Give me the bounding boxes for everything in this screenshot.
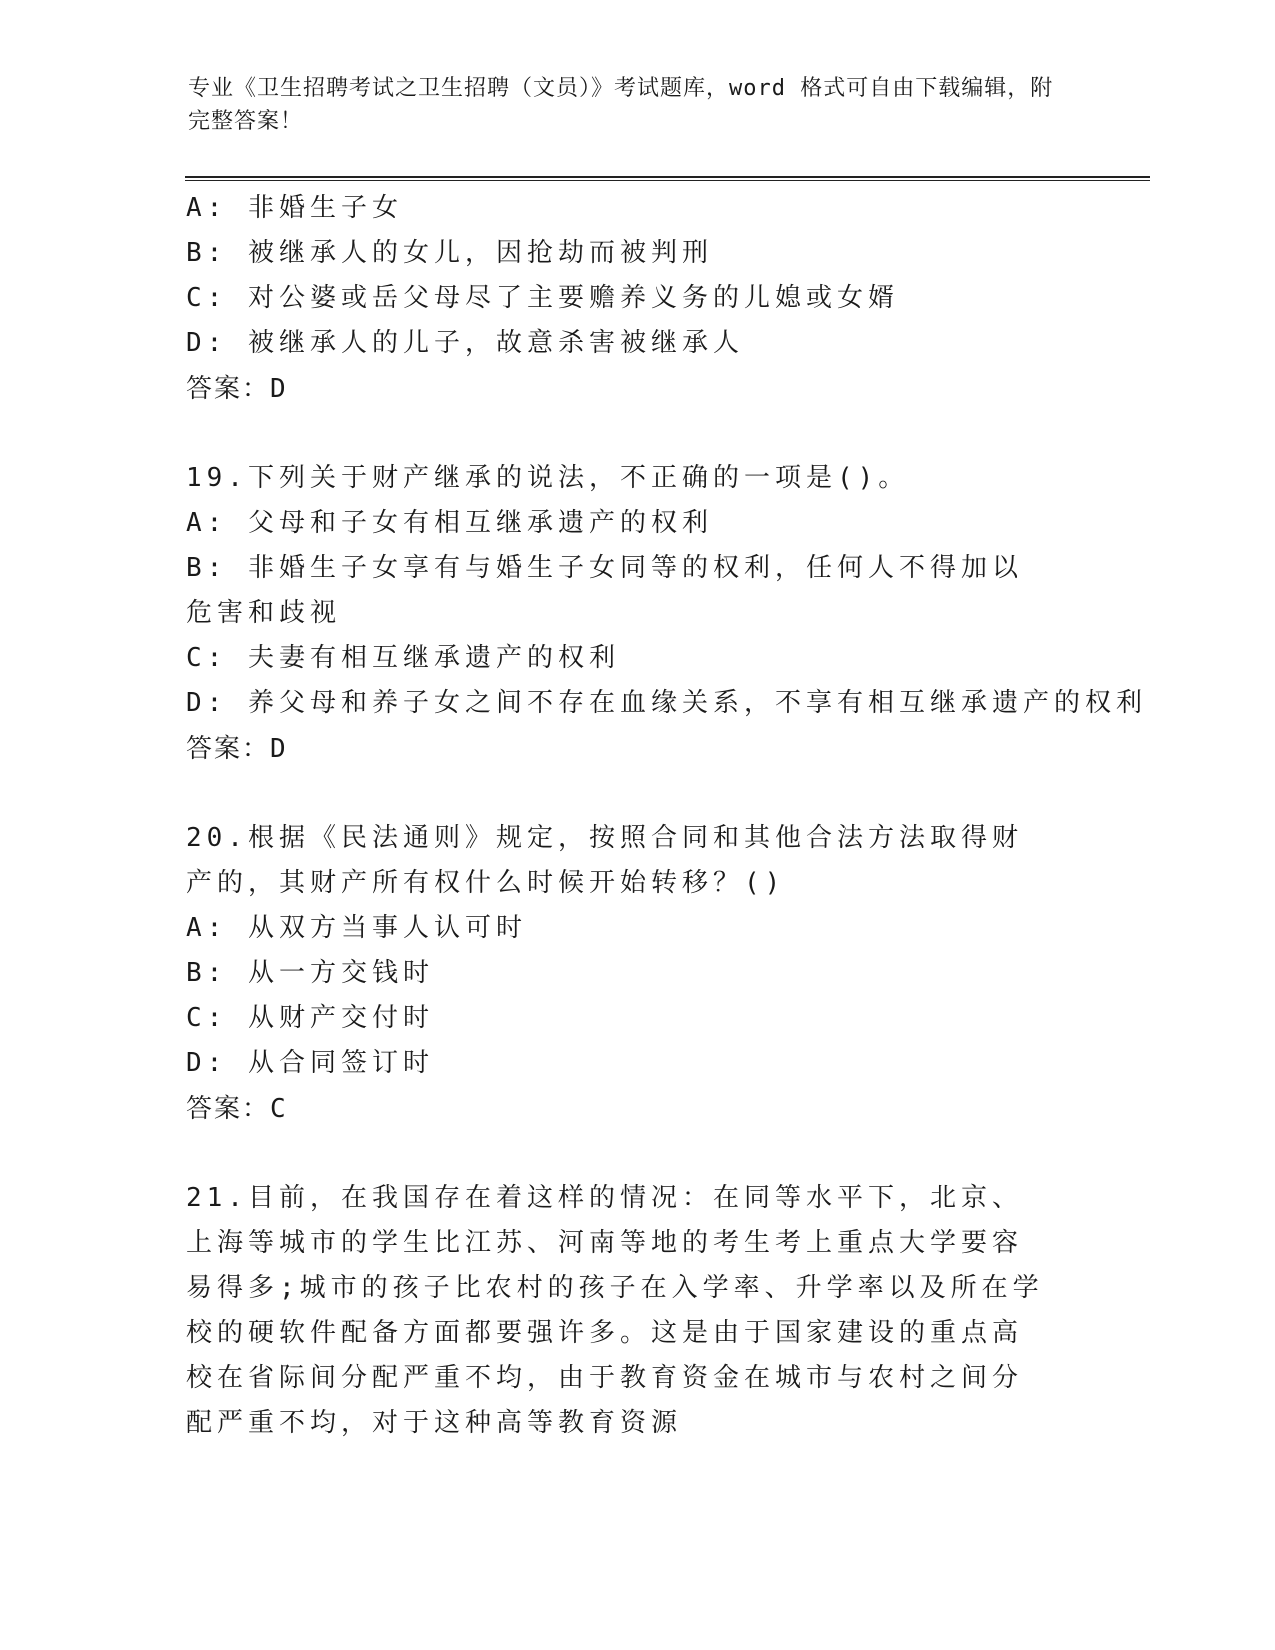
option-d: D: 被继承人的儿子，故意杀害被继承人 xyxy=(186,328,744,358)
option-a: A: 非婚生子女 xyxy=(186,193,403,223)
option-c: C: 从财产交付时 xyxy=(186,1003,434,1033)
header-divider xyxy=(185,176,1150,181)
question-21 xyxy=(186,1176,1086,1446)
option-d: D: 从合同签订时 xyxy=(186,1048,434,1078)
option-b: B: 从一方交钱时 xyxy=(186,958,434,988)
option-d: D: 养父母和养子女之间不存在血缘关系，不享有相互继承遗产的权利 xyxy=(186,688,1147,718)
question-20 xyxy=(186,816,1086,1132)
option-b: B: 被继承人的女儿，因抢劫而被判刑 xyxy=(186,238,713,268)
spacer xyxy=(186,1132,1086,1176)
question-list xyxy=(186,186,1147,1446)
option-b: B: 非婚生子女享有与婚生子女同等的权利，任何人不得加以危害和歧视 xyxy=(186,553,1023,628)
header-text: 专业《卫生招聘考试之卫生招聘（文员）》考试题库，word 格式可自由下载编辑，附完整答案！ xyxy=(188,76,1054,134)
answer: 答案：D xyxy=(186,734,288,764)
spacer xyxy=(186,412,1086,456)
option-c: C: 对公婆或岳父母尽了主要赡养义务的儿媳或女婿 xyxy=(186,283,899,313)
question-19 xyxy=(186,456,1147,772)
question-18 xyxy=(186,186,1086,412)
option-a: A: 从双方当事人认可时 xyxy=(186,913,527,943)
question-text: 19.下列关于财产继承的说法，不正确的一项是()。 xyxy=(186,463,910,493)
answer: 答案：C xyxy=(186,1094,288,1124)
option-c: C: 夫妻有相互继承遗产的权利 xyxy=(186,643,620,673)
answer: 答案：D xyxy=(186,374,288,404)
question-text: 20.根据《民法通则》规定，按照合同和其他合法方法取得财产的，其财产所有权什么时候开始转移？() xyxy=(186,823,1023,898)
option-a: A: 父母和子女有相互继承遗产的权利 xyxy=(186,508,713,538)
document-header xyxy=(188,72,1068,138)
question-text: 21.目前，在我国存在着这样的情况：在同等水平下，北京、上海等城市的学生比江苏、河南等地的考生考上重点大学要容易得多;城市的孩子比农村的孩子在入学率、升学率以及所在学校的硬软件配备方面都要强许多。这是由于国家建设的重点高校在省际间分配严重不均，由于教育资金在城市与农村之间分配严重不均，对于这种高等教育资源 xyxy=(186,1183,1044,1438)
spacer xyxy=(186,772,1086,816)
